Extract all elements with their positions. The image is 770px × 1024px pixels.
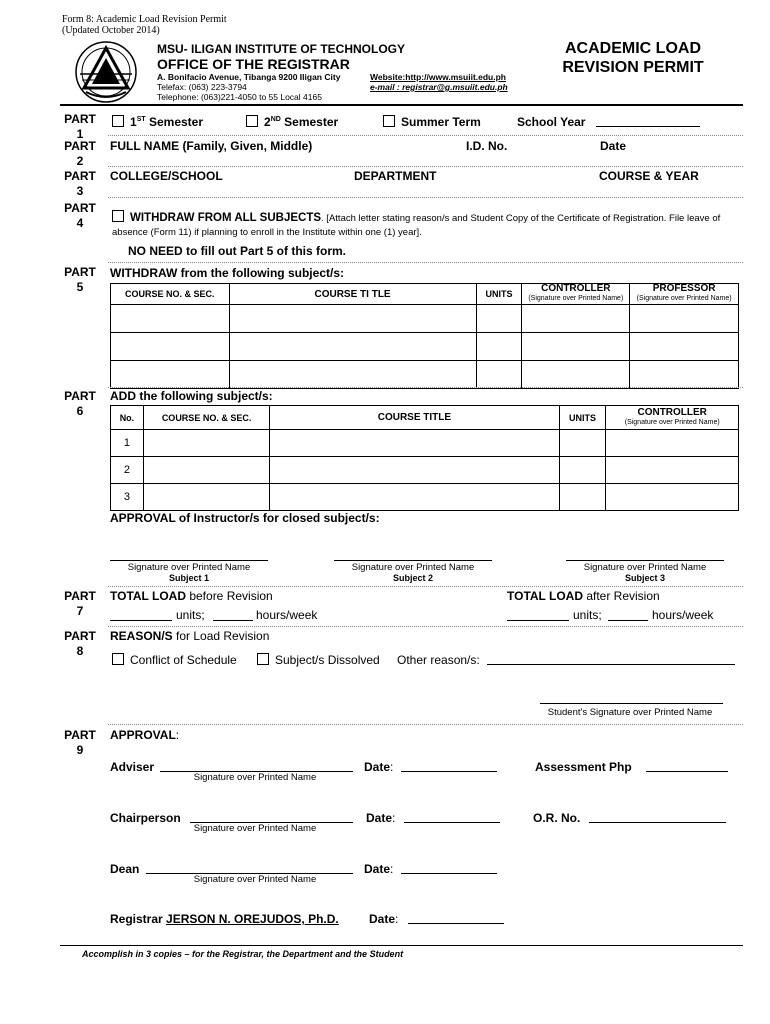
part-2-label: PART 2 [64, 139, 96, 168]
date-label: Date [600, 139, 627, 153]
subject2-signature-label: Signature over Printed Name Subject 2 [351, 562, 475, 583]
divider [108, 586, 743, 587]
hours-after-field[interactable] [608, 620, 648, 621]
dean-date-label: Date: [364, 862, 394, 876]
or-no-label: O.R. No. [533, 811, 581, 825]
other-reason-label: Other reason/s: [397, 653, 480, 667]
withdraw-heading: WITHDRAW from the following subject/s: [110, 266, 344, 280]
summer-term-option[interactable]: Summer Term [383, 115, 481, 129]
withdraw-all-option[interactable]: WITHDRAW FROM ALL SUBJECTS. [Attach letter stating reason/s and Student Copy of the Certificate of Registration. File leave of absence (Form 11) if planning to enroll in the Institute within one (1) year]. [112, 212, 721, 238]
divider [108, 724, 743, 725]
col-controller: CONTROLLER (Signature over Printed Name) [606, 406, 739, 430]
dean-label: Dean [110, 862, 140, 876]
row-number: 1 [111, 430, 144, 457]
col-course-title: COURSE TITLE [270, 406, 559, 430]
course-title-cell[interactable] [270, 457, 559, 484]
row-number: 2 [111, 457, 144, 484]
no-need-note: NO NEED to fill out Part 5 of this form. [128, 244, 347, 258]
subject3-signature-label: Signature over Printed Name Subject 3 [583, 562, 707, 583]
assessment-label: Assessment Php [535, 760, 632, 774]
course-title-cell[interactable] [270, 484, 559, 511]
department-label: DEPARTMENT [354, 169, 437, 183]
units-cell[interactable] [476, 333, 522, 361]
reason-label: REASON/S for Load Revision [110, 629, 270, 643]
part-6-label: PART 6 [64, 389, 96, 418]
professor-cell[interactable] [630, 305, 739, 333]
col-course-no: COURSE NO. & SEC. [143, 406, 269, 430]
divider [108, 135, 743, 136]
registrar-date-label: Date: [369, 912, 399, 926]
part-3-label: PART 3 [64, 169, 96, 198]
part-9-label: PART 9 [64, 728, 96, 757]
part-8-label: PART 8 [64, 629, 96, 658]
units-cell[interactable] [476, 305, 522, 333]
summer-term-checkbox[interactable] [383, 115, 395, 127]
add-table [110, 405, 739, 511]
course-year-label: COURSE & YEAR [599, 169, 699, 183]
first-semester-checkbox[interactable] [112, 115, 124, 127]
website-link[interactable]: Website:http://www.msuiit.edu.ph [370, 72, 506, 82]
part-1-label: PART 1 [64, 112, 96, 141]
dissolved-option[interactable]: Subject/s Dissolved [257, 653, 380, 667]
chairperson-label: Chairperson [110, 811, 181, 825]
chairperson-signature-label: Signature over Printed Name [193, 823, 317, 834]
subject3-signature-field[interactable] [566, 560, 724, 561]
controller-cell[interactable] [606, 484, 739, 511]
approval-heading: APPROVAL: [110, 728, 180, 742]
registrar-row: Registrar JERSON N. OREJUDOS, Ph.D. [110, 912, 339, 926]
chairperson-date-label: Date: [366, 811, 396, 825]
second-semester-option[interactable]: 2ND Semester [246, 115, 338, 129]
or-no-field[interactable] [589, 822, 726, 823]
course-no-cell[interactable] [143, 484, 269, 511]
course-no-cell[interactable] [143, 457, 269, 484]
course-title-cell[interactable] [229, 305, 476, 333]
part-5-label: PART 5 [64, 265, 96, 294]
conflict-checkbox[interactable] [112, 653, 124, 665]
assessment-field[interactable] [646, 771, 728, 772]
units-before-label: units; [176, 608, 205, 622]
footer-note: Accomplish in 3 copies – for the Registrar, the Department and the Student [82, 949, 404, 959]
course-no-cell[interactable] [111, 361, 230, 389]
subject1-signature-field[interactable] [110, 560, 268, 561]
course-title-cell[interactable] [229, 361, 476, 389]
controller-cell[interactable] [522, 305, 630, 333]
registrar-name: JERSON N. OREJUDOS, Ph.D. [166, 912, 339, 926]
course-no-cell[interactable] [111, 305, 230, 333]
col-course-no: COURSE NO. & SEC. [111, 284, 230, 305]
table-row[interactable] [111, 361, 739, 389]
email-link[interactable]: e-mail : registrar@g.msuiit.edu.ph [370, 82, 508, 92]
divider [108, 387, 743, 388]
col-controller: CONTROLLER (Signature over Printed Name) [522, 284, 630, 305]
col-no: No. [111, 406, 144, 430]
school-year-label: School Year [517, 115, 586, 129]
controller-cell[interactable] [522, 333, 630, 361]
adviser-signature-label: Signature over Printed Name [193, 772, 317, 783]
col-professor: PROFESSOR (Signature over Printed Name) [630, 284, 739, 305]
units-cell[interactable] [559, 484, 606, 511]
school-year-field[interactable] [596, 126, 700, 127]
table-row[interactable] [111, 430, 739, 457]
col-course-title: COURSE TI TLE [229, 284, 476, 305]
adviser-date-field[interactable] [401, 771, 497, 772]
table-row[interactable] [111, 333, 739, 361]
units-cell[interactable] [559, 430, 606, 457]
course-no-cell[interactable] [143, 430, 269, 457]
header-divider [60, 104, 743, 106]
units-cell[interactable] [476, 361, 522, 389]
form-title: ACADEMIC LOAD REVISION PERMIT [562, 40, 704, 76]
course-title-cell[interactable] [229, 333, 476, 361]
table-row[interactable] [111, 457, 739, 484]
divider [108, 197, 743, 198]
hours-before-field[interactable] [213, 620, 253, 621]
office-address: A. Bonifacio Avenue, Tibanga 9200 Iligan City Telefax: (063) 223-3794 Telephone: (063)221-4050 to 55 Local 4165 [157, 72, 341, 102]
withdraw-table [110, 283, 739, 389]
course-title-cell[interactable] [270, 430, 559, 457]
part-7-label: PART 7 [64, 589, 96, 618]
college-label: COLLEGE/SCHOOL [110, 169, 223, 183]
total-load-before-label: TOTAL LOAD before Revision [110, 589, 273, 603]
professor-cell[interactable] [630, 361, 739, 389]
student-signature-label: Student's Signature over Printed Name [547, 707, 713, 718]
adviser-label: Adviser [110, 760, 155, 774]
professor-cell[interactable] [630, 333, 739, 361]
first-semester-option[interactable]: 1ST Semester [112, 115, 203, 129]
divider [108, 626, 743, 627]
form-number: Form 8: Academic Load Revision Permit (Updated October 2014) [62, 14, 227, 36]
hours-after-label: hours/week [652, 608, 714, 622]
col-units: UNITS [476, 284, 522, 305]
units-cell[interactable] [559, 457, 606, 484]
dean-signature-label: Signature over Printed Name [193, 874, 317, 885]
divider [108, 166, 743, 167]
office-name: OFFICE OF THE REGISTRAR [157, 56, 350, 72]
hours-before-label: hours/week [256, 608, 318, 622]
controller-cell[interactable] [606, 430, 739, 457]
footer-divider [60, 945, 743, 946]
student-signature-field[interactable] [540, 703, 723, 704]
units-before-field[interactable] [110, 620, 172, 621]
dean-date-field[interactable] [401, 873, 497, 874]
table-row[interactable] [111, 484, 739, 511]
second-semester-checkbox[interactable] [246, 115, 258, 127]
registrar-date-field[interactable] [408, 923, 504, 924]
instructor-approval-heading: APPROVAL of Instructor/s for closed subject/s: [110, 511, 380, 525]
full-name-label: FULL NAME (Family, Given, Middle) [110, 139, 313, 153]
units-after-field[interactable] [507, 620, 569, 621]
col-units: UNITS [559, 406, 606, 430]
adviser-date-label: Date: [364, 760, 394, 774]
total-load-after-label: TOTAL LOAD after Revision [507, 589, 660, 603]
conflict-option[interactable]: Conflict of Schedule [112, 653, 237, 667]
part-4-label: PART 4 [64, 201, 96, 230]
dissolved-checkbox[interactable] [257, 653, 269, 665]
subject2-signature-field[interactable] [334, 560, 492, 561]
controller-cell[interactable] [522, 361, 630, 389]
withdraw-all-checkbox[interactable] [112, 210, 124, 222]
id-no-label: I.D. No. [466, 139, 508, 153]
course-no-cell[interactable] [111, 333, 230, 361]
msu-iit-seal-logo [72, 40, 140, 104]
row-number: 3 [111, 484, 144, 511]
subject1-signature-label: Signature over Printed Name Subject 1 [127, 562, 251, 583]
office-contacts [370, 72, 508, 92]
other-reason-field[interactable] [487, 664, 735, 665]
institute-name: MSU- ILIGAN INSTITUTE OF TECHNOLOGY [157, 42, 405, 56]
table-row[interactable] [111, 305, 739, 333]
divider [108, 262, 743, 263]
add-heading: ADD the following subject/s: [110, 389, 273, 403]
units-after-label: units; [573, 608, 602, 622]
controller-cell[interactable] [606, 457, 739, 484]
chairperson-date-field[interactable] [404, 822, 500, 823]
